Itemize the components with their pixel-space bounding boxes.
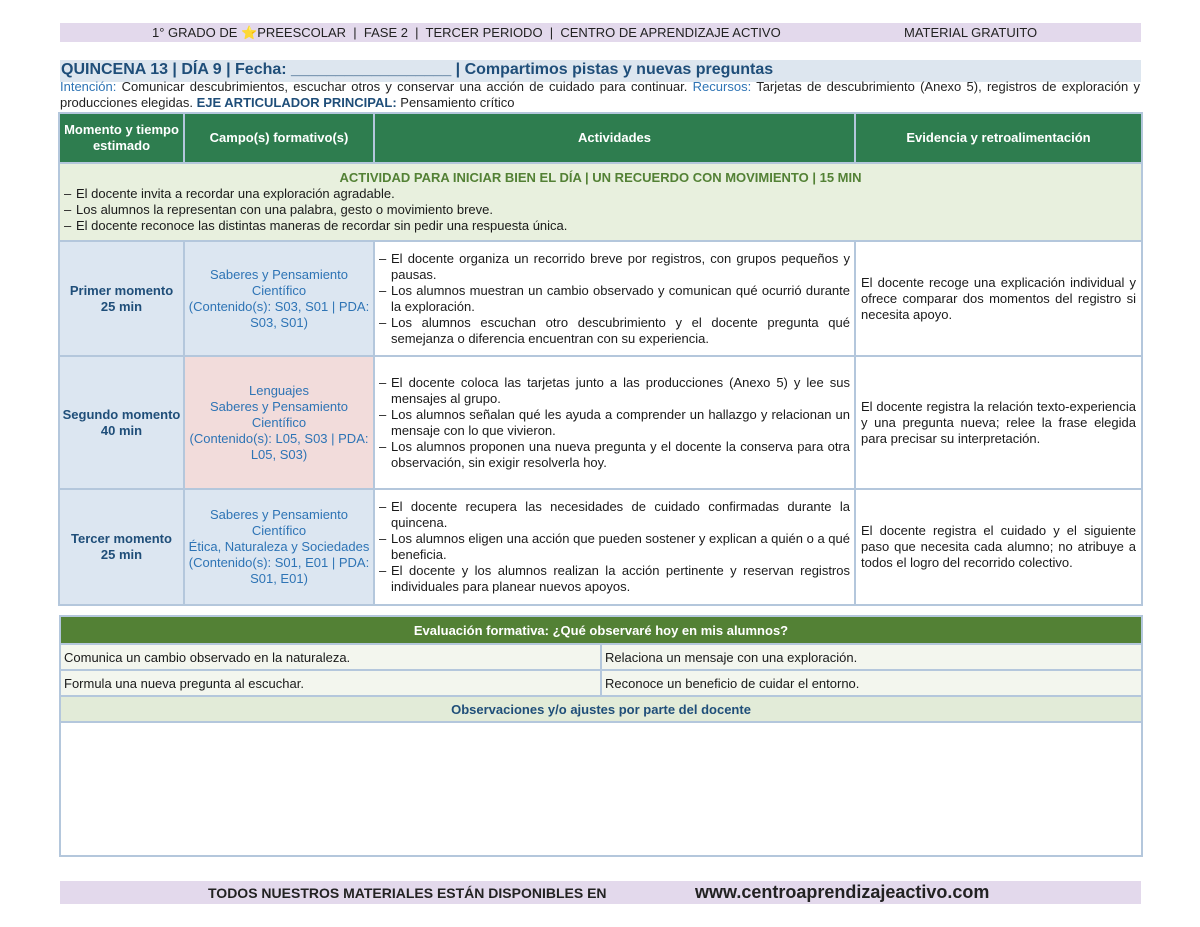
- opening-item: Los alumnos la representan con una palabra, gesto o movimiento breve.: [76, 202, 493, 217]
- header-campo: Campo(s) formativo(s): [184, 113, 374, 163]
- activity-text: El docente recupera las necesidades de cuidado confirmadas durante la quincena.: [391, 499, 850, 530]
- list-item: – El docente coloca las tarjetas junto a las producciones (Anexo 5) y lee sus mensajes al grupo.: [379, 374, 850, 406]
- opening-item: El docente invita a recordar una exploración agradable.: [76, 186, 395, 201]
- star-icon: ⭐: [241, 25, 258, 40]
- campo-label: Lenguajes Saberes y Pensamiento Científico (Contenido(s): L05, S03 | PDA: L05, S03): [189, 382, 369, 462]
- list-item: – El docente recupera las necesidades de cuidado confirmadas durante la quincena.: [379, 499, 850, 530]
- footer-url-link[interactable]: www.centroaprendizajeactivo.com: [695, 882, 990, 902]
- list-item: – El docente y los alumnos realizan la acción pertinente y reservan registros individuales para planear nuevos apoyos.: [379, 563, 850, 594]
- intent-text: Comunicar descubrimientos, escuchar otros y conservar una acción de cuidado para continuar.: [116, 79, 693, 94]
- list-item: – Los alumnos escuchan otro descubrimiento y el docente pregunta qué semejanza o diferencia encuentran con su experiencia.: [379, 314, 850, 346]
- evidence-text: El docente recoge una explicación individual y ofrece comparar dos momentos del registro si necesita apoyo.: [861, 274, 1136, 322]
- header-moment: Momento y tiempo estimado: [59, 113, 184, 163]
- campo-label: Saberes y Pensamiento Científico (Contenido(s): S03, S01 | PDA: S03, S01): [188, 266, 370, 330]
- footer-bar: [60, 881, 1141, 904]
- evaluation-item: Formula una nueva pregunta al escuchar.: [60, 670, 601, 696]
- opening-activity-cell: [59, 163, 1142, 241]
- table-row: [59, 489, 1142, 605]
- table-row: [59, 356, 1142, 489]
- axis-text: Pensamiento crítico: [396, 95, 515, 110]
- activity-text: Los alumnos eligen una acción que pueden sostener y explican a quién o a qué beneficia.: [391, 531, 850, 562]
- evaluation-title: Evaluación formativa: ¿Qué observaré hoy en mis alumnos?: [60, 616, 1142, 644]
- evidence-text: El docente registra la relación texto-experiencia y una pregunta nueva; relee la frase elegida para precisar su interpretación.: [861, 398, 1136, 446]
- activities-cell: [374, 356, 855, 489]
- resources-label: Recursos:: [692, 79, 752, 94]
- activity-text: El docente organiza un recorrido breve por registros, con grupos pequeños y pausas.: [391, 250, 850, 282]
- header-grade: 1° GRADO DE: [152, 25, 241, 40]
- activities-cell: [374, 489, 855, 605]
- list-item: – Los alumnos señalan qué les ayuda a comprender un hallazgo y relacionan un mensaje con lo que vivieron.: [379, 406, 850, 438]
- moment-cell: [59, 241, 184, 356]
- list-item: – Los alumnos proponen una nueva pregunta y el docente la conserva para otra observación, sin exigir resolverla hoy.: [379, 438, 850, 470]
- moment-cell: [59, 489, 184, 605]
- observations-title: Observaciones y/o ajustes por parte del docente: [60, 696, 1142, 722]
- moment-label: Tercer momento 25 min: [71, 531, 172, 562]
- evidence-text: El docente registra el cuidado y el siguiente paso que necesita cada alumno; no atribuye a todos el logro del recorrido colectivo.: [861, 523, 1136, 570]
- campo-label: Saberes y Pensamiento Científico Ética, Naturaleza y Sociedades (Contenido(s): S01, E01 | PDA: S01, E01): [188, 507, 370, 586]
- campo-cell: [184, 356, 374, 489]
- list-item: – El docente invita a recordar una exploración agradable.: [64, 186, 1137, 202]
- activity-text: Los alumnos muestran un cambio observado y comunican qué ocurrió durante la exploración.: [391, 282, 850, 314]
- evidence-cell: [855, 356, 1142, 489]
- list-item: – El docente reconoce las distintas maneras de recordar sin pedir una respuesta única.: [64, 218, 1137, 234]
- header-info: PREESCOLAR | FASE 2 | TERCER PERIODO | CENTRO DE APRENDIZAJE ACTIVO: [257, 25, 781, 40]
- evidence-cell: [855, 241, 1142, 356]
- list-item: – Los alumnos muestran un cambio observado y comunican qué ocurrió durante la exploración.: [379, 282, 850, 314]
- activity-text: Los alumnos proponen una nueva pregunta y el docente la conserva para otra observación, sin exigir resolverla hoy.: [391, 438, 850, 470]
- resources-text: Tarjetas de descubrimiento (Anexo 5), registros de exploración y producciones elegidas.: [60, 79, 1141, 110]
- activity-text: El docente y los alumnos realizan la acción pertinente y reservan registros individuales para planear nuevos apoyos.: [391, 563, 850, 594]
- activity-text: Los alumnos escuchan otro descubrimiento y el docente pregunta qué semejanza o diferencia encuentran con su experiencia.: [391, 314, 850, 346]
- moment-label: Primer momento 25 min: [69, 282, 174, 314]
- campo-cell: [184, 489, 374, 605]
- page-title: QUINCENA 13 | DÍA 9 | Fecha: __________________ | Compartimos pistas y nuevas preguntas: [61, 61, 774, 78]
- evaluation-item: Reconoce un beneficio de cuidar el entorno.: [601, 670, 1142, 696]
- evidence-cell: [855, 489, 1142, 605]
- footer-text: TODOS NUESTROS MATERIALES ESTÁN DISPONIBLES EN: [208, 885, 607, 901]
- moment-label: Segundo momento 40 min: [62, 406, 181, 438]
- list-item: – Los alumnos la representan con una palabra, gesto o movimiento breve.: [64, 202, 1137, 218]
- opening-item: El docente reconoce las distintas maneras de recordar sin pedir una respuesta única.: [76, 218, 568, 233]
- list-item: – Los alumnos eligen una acción que pueden sostener y explican a quién o a qué beneficia.: [379, 531, 850, 562]
- intent-paragraph: [60, 79, 1140, 111]
- intent-label: Intención:: [60, 79, 117, 94]
- observations-box[interactable]: [60, 722, 1142, 856]
- activity-text: Los alumnos señalan qué les ayuda a comprender un hallazgo y relacionan un mensaje con lo que vivieron.: [391, 406, 850, 438]
- evaluation-table: [59, 615, 1143, 857]
- evaluation-item: Comunica un cambio observado en la naturaleza.: [60, 644, 601, 670]
- header-free-label: MATERIAL GRATUITO: [904, 25, 1038, 40]
- moment-cell: [59, 356, 184, 489]
- opening-activity-row: [59, 163, 1142, 241]
- plan-table: [58, 112, 1143, 606]
- header-activities: Actividades: [374, 113, 855, 163]
- campo-cell: [184, 241, 374, 356]
- activities-cell: [374, 241, 855, 356]
- evaluation-item: Relaciona un mensaje con una exploración.: [601, 644, 1142, 670]
- axis-label: EJE ARTICULADOR PRINCIPAL:: [196, 95, 397, 110]
- header-evidence: Evidencia y retroalimentación: [855, 113, 1142, 163]
- opening-activity-title: ACTIVIDAD PARA INICIAR BIEN EL DÍA | UN RECUERDO CON MOVIMIENTO | 15 MIN: [339, 170, 862, 185]
- table-row: [59, 241, 1142, 356]
- list-item: – El docente organiza un recorrido breve por registros, con grupos pequeños y pausas.: [379, 250, 850, 282]
- header-text: [152, 25, 781, 41]
- header-bar: [60, 23, 1141, 42]
- activity-text: El docente coloca las tarjetas junto a las producciones (Anexo 5) y lee sus mensajes al grupo.: [391, 374, 850, 406]
